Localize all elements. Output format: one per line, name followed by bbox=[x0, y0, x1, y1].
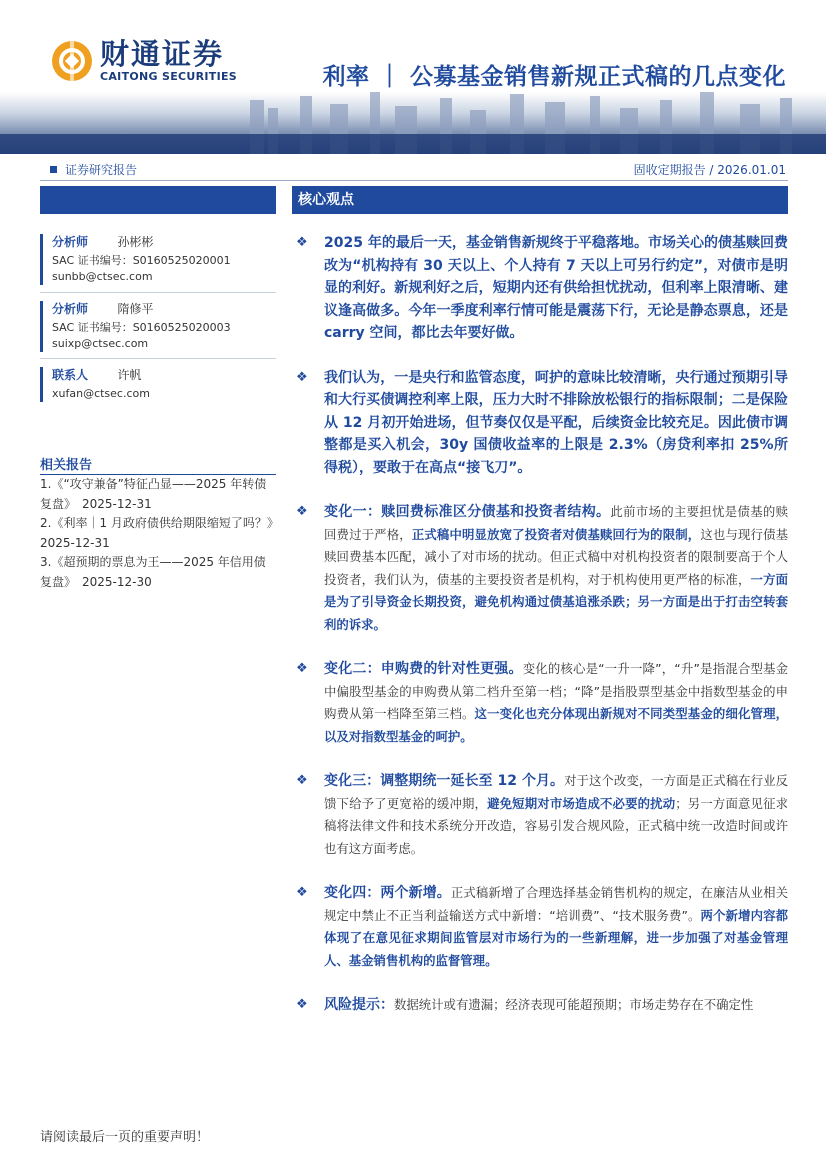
change-paragraph bbox=[324, 882, 788, 972]
analyst-name: 隋修平 bbox=[117, 302, 154, 316]
change-text: 正式稿新增了合理选择基金销售机构的规定，在廉洁从业相关规定中禁止不正当利益输送方式中新增：“培训费”、“技术服务费”。 bbox=[324, 885, 789, 923]
change-heading: 变化三：调整期统一延长至 12 个月。 bbox=[324, 773, 565, 789]
disclaimer-note: 请阅读最后一页的重要声明！ bbox=[40, 1130, 210, 1145]
related-report-item[interactable]: 3.《超预期的票息为王——2025 年信用债复盘》 2025-12-30 bbox=[40, 555, 266, 589]
analyst-email[interactable]: sunbb@ctsec.com bbox=[52, 270, 153, 283]
report-type-text: 证券研究报告 bbox=[65, 163, 138, 177]
diamond-bullet-icon: ❖ bbox=[296, 661, 308, 676]
core-bullet-2 bbox=[292, 367, 788, 480]
related-reports-list bbox=[40, 475, 285, 592]
contact-card bbox=[40, 367, 276, 402]
change-one-bullet bbox=[292, 501, 788, 636]
analyst-sac: SAC 证书编号：S0160525020001 bbox=[52, 254, 231, 267]
analyst-role: 分析师 bbox=[52, 302, 89, 316]
risk-text: 数据统计或有遗漏；经济表现可能超预期；市场走势存在不确定性 bbox=[394, 997, 754, 1012]
risk-heading: 风险提示： bbox=[324, 997, 394, 1013]
report-type-label bbox=[50, 161, 137, 178]
change-emphasis: 避免短期对市场造成不必要的扰动 bbox=[487, 795, 676, 811]
change-heading: 变化二：申购费的针对性更强。 bbox=[324, 661, 523, 677]
change-paragraph bbox=[324, 658, 788, 748]
change-emphasis: 正式稿中明显放宽了投资者对债基赎回行为的限制， bbox=[411, 526, 701, 542]
change-two-bullet bbox=[292, 658, 788, 748]
change-four-bullet bbox=[292, 882, 788, 972]
report-title: 利率 ｜ 公募基金销售新规正式稿的几点变化 bbox=[322, 64, 786, 90]
logo-english-name: CAITONG SECURITIES bbox=[100, 70, 238, 83]
related-reports-title: 相关报告 bbox=[40, 458, 93, 473]
change-text: 这也与现行债基赎回费基本匹配，减小了对市场的扰动。但正式稿中对机构投资者的限制要高于个人投资者，我们认为，债基的主要投资者是机构，对于机构使用更严格的标准， bbox=[324, 526, 789, 587]
change-heading: 变化四：两个新增。 bbox=[324, 885, 451, 901]
core-view-header: 核心观点 bbox=[292, 186, 788, 214]
change-emphasis: 一方面是为了引导资金长期投资，避免机构通过债基追涨杀跌；另一方面是出于打击空转套利的诉求。 bbox=[324, 571, 789, 632]
header-divider bbox=[40, 180, 788, 181]
change-text: 对于这个改变，一方面是正式稿在行业反馈下给予了更宽裕的缓冲期， bbox=[324, 773, 789, 811]
risk-bullet bbox=[292, 994, 788, 1017]
analyst-card-2 bbox=[40, 301, 276, 352]
company-logo bbox=[50, 38, 237, 83]
square-bullet-icon bbox=[50, 166, 57, 173]
change-heading: 变化一：赎回费标准区分债基和投资者结构。 bbox=[324, 504, 611, 520]
page-header bbox=[0, 0, 826, 160]
analyst-email[interactable]: suixp@ctsec.com bbox=[52, 337, 149, 350]
core-view-bullets bbox=[292, 232, 788, 1039]
change-text: 此前市场的主要担忧是债基的赎回费过于严格， bbox=[324, 504, 789, 542]
related-report-item[interactable]: 2.《利率｜1 月政府债供给期限缩短了吗？》 2025-12-31 bbox=[40, 516, 285, 550]
change-paragraph bbox=[324, 770, 788, 860]
diamond-bullet-icon: ❖ bbox=[296, 504, 308, 519]
core-paragraph: 2025 年的最后一天，基金销售新规终于平稳落地。市场关心的债基赎回费改为“机构持有 30 天以上、个人持有 7 天以上可另行约定”，对债市是明显的利好。新规利好之后，短期内还有供给担忧扰动，但利率上限清晰、建议逢高做多。今年一季度利率行情可能是震荡下行，无论是静态票息，还是 carry 空间，都比去年要好做。 bbox=[324, 235, 788, 341]
diamond-bullet-icon: ❖ bbox=[296, 369, 308, 385]
analyst-divider bbox=[40, 292, 276, 293]
change-emphasis: 这一变化也充分体现出新规对不同类型基金的细化管理，以及对指数型基金的呵护。 bbox=[324, 706, 789, 744]
core-bullet-1 bbox=[292, 232, 788, 345]
risk-paragraph bbox=[324, 994, 788, 1017]
contact-role: 联系人 bbox=[52, 368, 89, 382]
city-skyline-banner bbox=[0, 92, 826, 154]
change-paragraph bbox=[324, 501, 788, 636]
logo-chinese-name: 财通证券 bbox=[100, 37, 225, 71]
related-report-item[interactable]: 1.《“攻守兼备”特征凸显——2025 年转债复盘》 2025-12-31 bbox=[40, 477, 267, 511]
caitong-logo-icon bbox=[50, 39, 94, 83]
diamond-bullet-icon: ❖ bbox=[296, 997, 308, 1012]
report-meta: 固收定期报告 / 2026.01.01 bbox=[633, 163, 786, 177]
analyst-sac: SAC 证书编号：S0160525020003 bbox=[52, 321, 231, 334]
change-emphasis: 两个新增内容都体现了在意见征求期间监管层对市场行为的一些新理解，进一步加强了对基金管理人、基金销售机构的监督管理。 bbox=[324, 907, 788, 968]
left-column-bar bbox=[40, 186, 276, 214]
contact-email[interactable]: xufan@ctsec.com bbox=[52, 387, 150, 400]
diamond-bullet-icon: ❖ bbox=[296, 885, 308, 900]
analyst-card-1 bbox=[40, 234, 276, 285]
analyst-role: 分析师 bbox=[52, 235, 89, 249]
contact-name: 许帆 bbox=[117, 368, 142, 382]
analyst-divider bbox=[40, 358, 276, 359]
change-text: 变化的核心是“一升一降”，“升”是指混合型基金中偏股型基金的申购费从第二档升至第一档；“降”是指股票型基金中指数型基金的申购费从第一档降至第三档。 bbox=[324, 661, 788, 721]
core-paragraph: 我们认为，一是央行和监管态度，呵护的意味比较清晰，央行通过预期引导和大行买债调控利率上限，压力大时不排除放松银行的指标限制；二是保险从 12 月初开始进场，但节奏仅仅是平配，后续资金比较充足。因此债市调整都是买入机会，30y 国债收益率的上限是 2.3%（房贷利率扣 25%所得税），要敢于在高点“接飞刀”。 bbox=[324, 369, 788, 476]
change-text: ；另一方面意见征求稿将法律文件和技术系统分开改造，容易引发合规风险，正式稿中统一改造时间或许也有这方面考虑。 bbox=[324, 795, 789, 856]
change-three-bullet bbox=[292, 770, 788, 860]
diamond-bullet-icon: ❖ bbox=[296, 235, 308, 250]
analyst-name: 孙彬彬 bbox=[117, 235, 154, 249]
diamond-bullet-icon: ❖ bbox=[296, 773, 308, 788]
